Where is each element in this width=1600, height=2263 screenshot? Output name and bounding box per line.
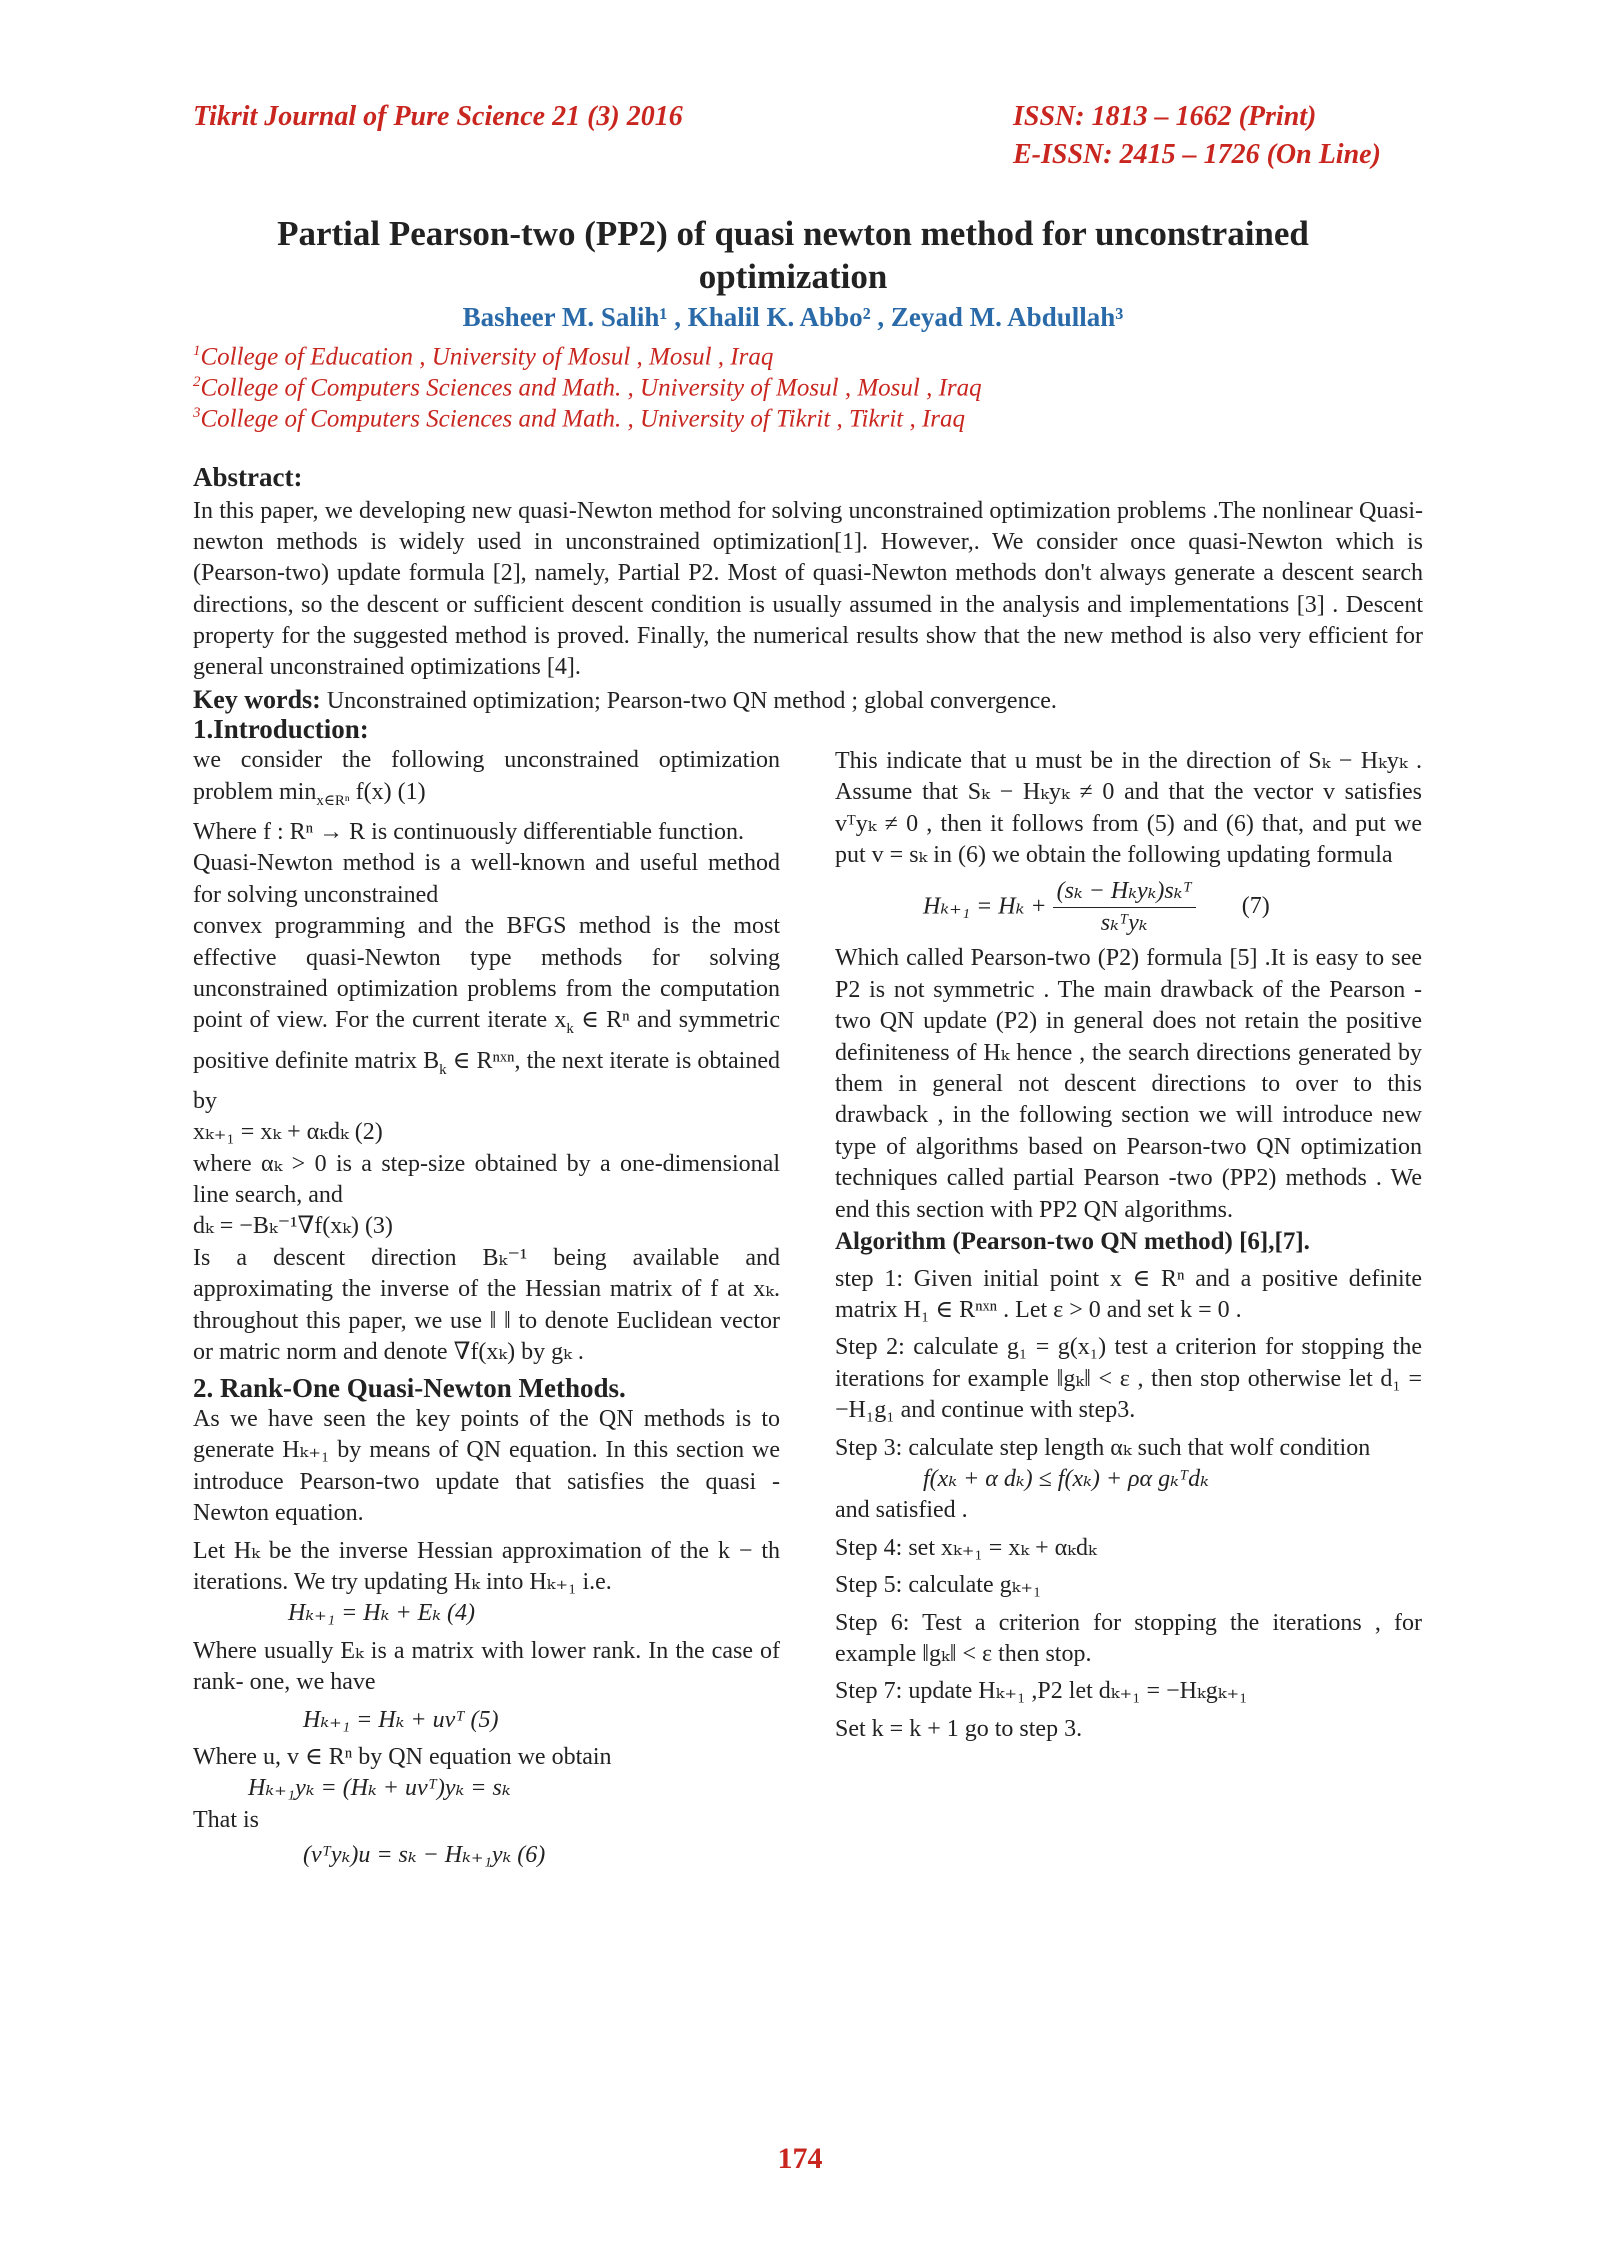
issn-online: E-ISSN: 2415 – 1726 (On Line) <box>1013 139 1381 170</box>
paper-title: Partial Pearson-two (PP2) of quasi newton method for unconstrained optimization <box>277 214 1309 296</box>
equation-4: Hₖ₊₁ = Hₖ + Eₖ (4) <box>288 1600 475 1627</box>
abstract-text: In this paper, we developing new quasi-Newton method for solving unconstrained optimization problems .The nonlinear Quasi-newton methods is widely used in unconstrained optimization[1]. However,. We consider once quasi-Newton which is (Pearson-two) update formula [2], namely, Partial P2. Most of quasi-Newton methods don't always generate a descent search directions, so the descent or sufficient descent condition is usually assumed in the analysis and implementations [3] . Descent property for the suggested method is proved. Finally, the numerical results show that the new method is also very efficient for general unconstrained optimizations [4]. <box>193 498 1423 681</box>
equation-7: Hₖ₊₁ = Hₖ + $\frac{\text{(sₖ − Hₖyₖ)sₖᵀ}}{\text{sₖᵀyₖ}}$ (7) <box>835 876 1422 940</box>
intro-paragraph-4: convex programming and the BFGS method is the most effective quasi-Newton type methods for solving unconstrained optimization problems from the computation point of view. For the current iterate $x_k$ ∈ Rⁿ and symmetric positive definite matrix $B_k$ ∈ Rⁿˣⁿ, the next iterate is obtained by <box>193 913 781 1114</box>
intro-paragraph-6: Is a descent direction Bₖ⁻¹ being available and approximating the inverse of the Hessian matrix of f at xₖ. throughout this paper, we use ‖ ‖ to denote Euclidean vector or matric norm and denote ∇f(xₖ) by gₖ . <box>193 1244 780 1366</box>
equation-3: dₖ = −Bₖ⁻¹∇f(xₖ) (3) <box>193 1213 393 1240</box>
page-number: 174 <box>777 2142 823 2175</box>
right-paragraph-1: This indicate that u must be in the direction of Sₖ − Hₖyₖ . Assume that Sₖ − Hₖyₖ ≠ 0 and that the vector v satisfies vᵀyₖ ≠ 0 , then it follows from (5) and (6) that, and put we put v = sₖ in (6) we obtain the following updating formula <box>835 748 1422 869</box>
affiliation-3: $^3$College of Computers Sciences and Math. , University of Tikrit , Tikrit , Iraq <box>193 405 966 433</box>
intro-heading: 1.Introduction: <box>193 714 369 744</box>
section-2-heading: 2. Rank-One Quasi-Newton Methods. <box>193 1372 626 1403</box>
right-paragraph-2: Which called Pearson-two (P2) formula [5] .It is easy to see P2 is not symmetric . The main drawback of the Pearson -two QN update (P2) in general does not retain the positive definiteness of Hₖ hence , the search directions generated by them in general not descent directions to over to this drawback , in the following section we will introduce new type of algorithms based on Pearson-two QN optimization techniques called partial Pearson -two (PP2) methods . We end this section with PP2 QN algorithms. <box>835 945 1422 1223</box>
section-2-paragraph-4: Where u, v ∈ Rⁿ by QN equation we obtain <box>193 1743 612 1770</box>
section-2-paragraph-2: Let Hₖ be the inverse Hessian approximation of the k − th iterations. We try updating Hₖ into Hₖ₊₁ i.e. <box>193 1537 780 1595</box>
right-column <box>835 714 1422 1745</box>
issn-block <box>1013 98 1381 174</box>
author-list: Basheer M. Salih¹ , Khalil K. Abbo² , Zeyad M. Abdullah³ <box>462 302 1124 332</box>
intro-paragraph-5: where αₖ > 0 is a step-size obtained by a one-dimensional line search, and <box>193 1150 780 1209</box>
equation-qn: Hₖ₊₁yₖ = (Hₖ + uvᵀ)yₖ = sₖ <box>248 1775 511 1802</box>
affiliation-2: $^2$College of Computers Sciences and Math. , University of Mosul , Mosul , Iraq <box>193 374 982 402</box>
section-2-paragraph-1: As we have seen the key points of the QN methods is to generate Hₖ₊₁ by means of QN equation. In this section we introduce Pearson-two update that satisfies the quasi -Newton equation. <box>193 1405 780 1527</box>
equation-7-fraction: $\frac{\text{(sₖ − Hₖyₖ)sₖᵀ}}{\text{sₖᵀyₖ}}$ <box>1053 876 1196 940</box>
algorithm-step-2: Step 2: calculate g₁ = g(x₁) test a criterion for stopping the iterations for example ‖gₖ‖ < ε , then stop otherwise let d₁ = −H₁g₁ and continue with step3. <box>835 1334 1422 1424</box>
affiliation-1: $^1$College of Education , University of Mosul , Mosul , Iraq <box>193 343 774 371</box>
section-2-paragraph-3: Where usually Eₖ is a matrix with lower rank. In the case of rank- one, we have <box>193 1637 780 1696</box>
keywords-label: Key words: <box>193 685 321 714</box>
intro-paragraph-2: Where f : Rⁿ → R is continuously differentiable function. <box>193 819 744 846</box>
wolfe-note: and satisfied . <box>835 1497 968 1524</box>
algorithm-step-7: Step 7: update Hₖ₊₁ ,P2 let dₖ₊₁ = −Hₖgₖ₊₁ <box>835 1678 1248 1705</box>
issn-print: ISSN: 1813 – 1662 (Print) <box>1013 101 1317 132</box>
keywords <box>193 684 1057 717</box>
intro-paragraph-3: Quasi-Newton method is a well-known and useful method for solving unconstrained <box>193 850 780 908</box>
section-2-paragraph-5: That is <box>193 1806 259 1833</box>
equation-6: (vᵀyₖ)u = sₖ − Hₖ₊₁yₖ (6) <box>303 1842 546 1869</box>
algorithm-heading: Algorithm (Pearson-two QN method) [6],[7]. <box>835 1228 1310 1256</box>
algorithm-step-3: Step 3: calculate step length αₖ such that wolf condition <box>835 1434 1371 1461</box>
algorithm-step-6: Step 6: Test a criterion for stopping the iterations , for example ‖gₖ‖ < ε then stop. <box>835 1609 1422 1667</box>
keywords-text: Unconstrained optimization; Pearson-two QN method ; global convergence. <box>320 688 1057 714</box>
algorithm-step-8: Set k = k + 1 go to step 3. <box>835 1715 1083 1742</box>
intro-paragraph-1: we consider the following unconstrained optimization problem $\min_{x\in R^n} f(x)$ (1) <box>193 747 780 809</box>
wolfe-condition: f(xₖ + α dₖ) ≤ f(xₖ) + ρα gₖᵀdₖ <box>923 1465 1209 1492</box>
journal-header: Tikrit Journal of Pure Science 21 (3) 2016 <box>193 101 683 132</box>
equation-5: Hₖ₊₁ = Hₖ + uvᵀ (5) <box>303 1706 499 1733</box>
algorithm-step-1: step 1: Given initial point x ∈ Rⁿ and a positive definite matrix H₁ ∈ Rⁿˣⁿ . Let ε > 0 and set k = 0 . <box>835 1265 1422 1323</box>
left-column <box>193 714 780 1872</box>
algorithm-step-5: Step 5: calculate gₖ₊₁ <box>835 1572 1042 1599</box>
abstract-heading: Abstract: <box>193 462 303 492</box>
algorithm-step-4: Step 4: set xₖ₊₁ = xₖ + αₖdₖ <box>835 1534 1097 1561</box>
equation-2: xₖ₊₁ = xₖ + αₖdₖ (2) <box>193 1119 383 1146</box>
